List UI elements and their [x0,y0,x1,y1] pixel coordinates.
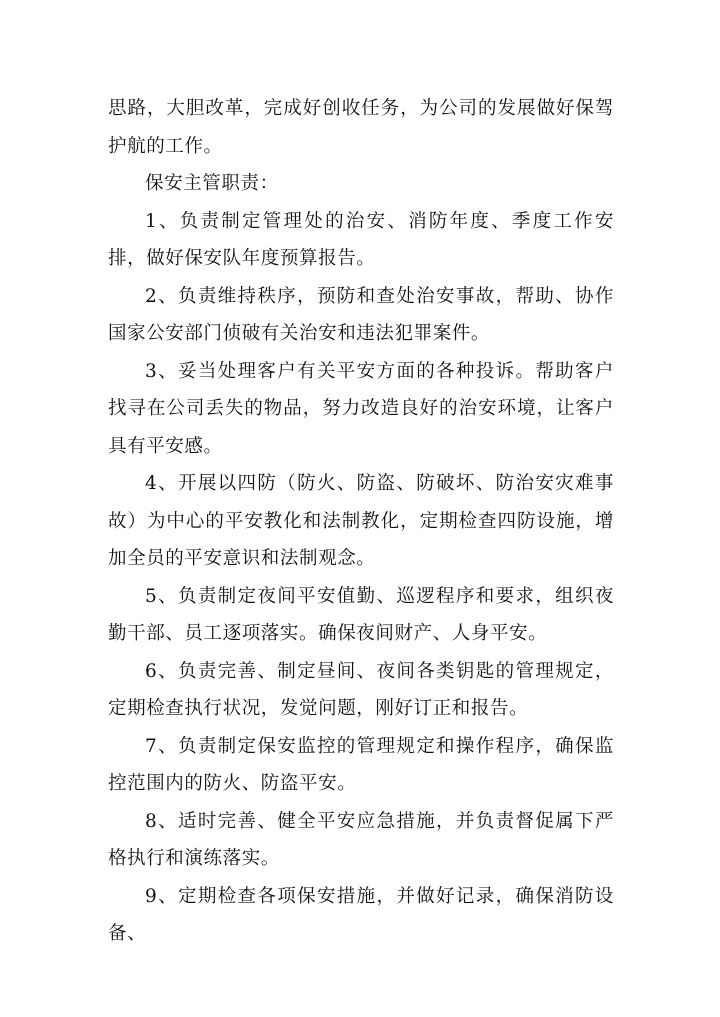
duty-item-7: 7、负责制定保安监控的管理规定和操作程序，确保监控范围内的防火、防盗平安。 [108,735,614,794]
duty-item-3: 3、妥当处理客户有关平安方面的各种投诉。帮助客户找寻在公司丢失的物品，努力改造良好的治安环境，让客户具有平安感。 [108,360,614,457]
duty-item-8: 8、适时完善、健全平安应急措施，并负责督促属下严格执行和演练落实。 [108,810,614,869]
duty-item-2: 2、负责维持秩序，预防和查处治安事故，帮助、协作国家公安部门侦破有关治安和违法犯罪案件。 [108,285,614,344]
section-heading-security-supervisor-duties: 保安主管职责： [145,173,279,194]
paragraph-intro-continuation: 思路，大胆改革，完成好创收任务，为公司的发展做好保驾护航的工作。 [108,98,614,157]
duty-item-5: 5、负责制定夜间平安值勤、巡逻程序和要求，组织夜勤干部、员工逐项落实。确保夜间财产、人身平安。 [108,585,614,644]
duty-item-9: 9、定期检查各项保安措施，并做好记录，确保消防设备、 [108,885,614,944]
duty-item-1: 1、负责制定管理处的治安、消防年度、季度工作安排，做好保安队年度预算报告。 [108,210,614,269]
duty-item-6: 6、负责完善、制定昼间、夜间各类钥匙的管理规定，定期检查执行状况，发觉问题，刚好订正和报告。 [108,660,614,719]
duty-item-4: 4、开展以四防（防火、防盗、防破坏、防治安灾难事故）为中心的平安教化和法制教化，定期检查四防设施，增加全员的平安意识和法制观念。 [108,473,614,569]
document-body [108,90,614,953]
